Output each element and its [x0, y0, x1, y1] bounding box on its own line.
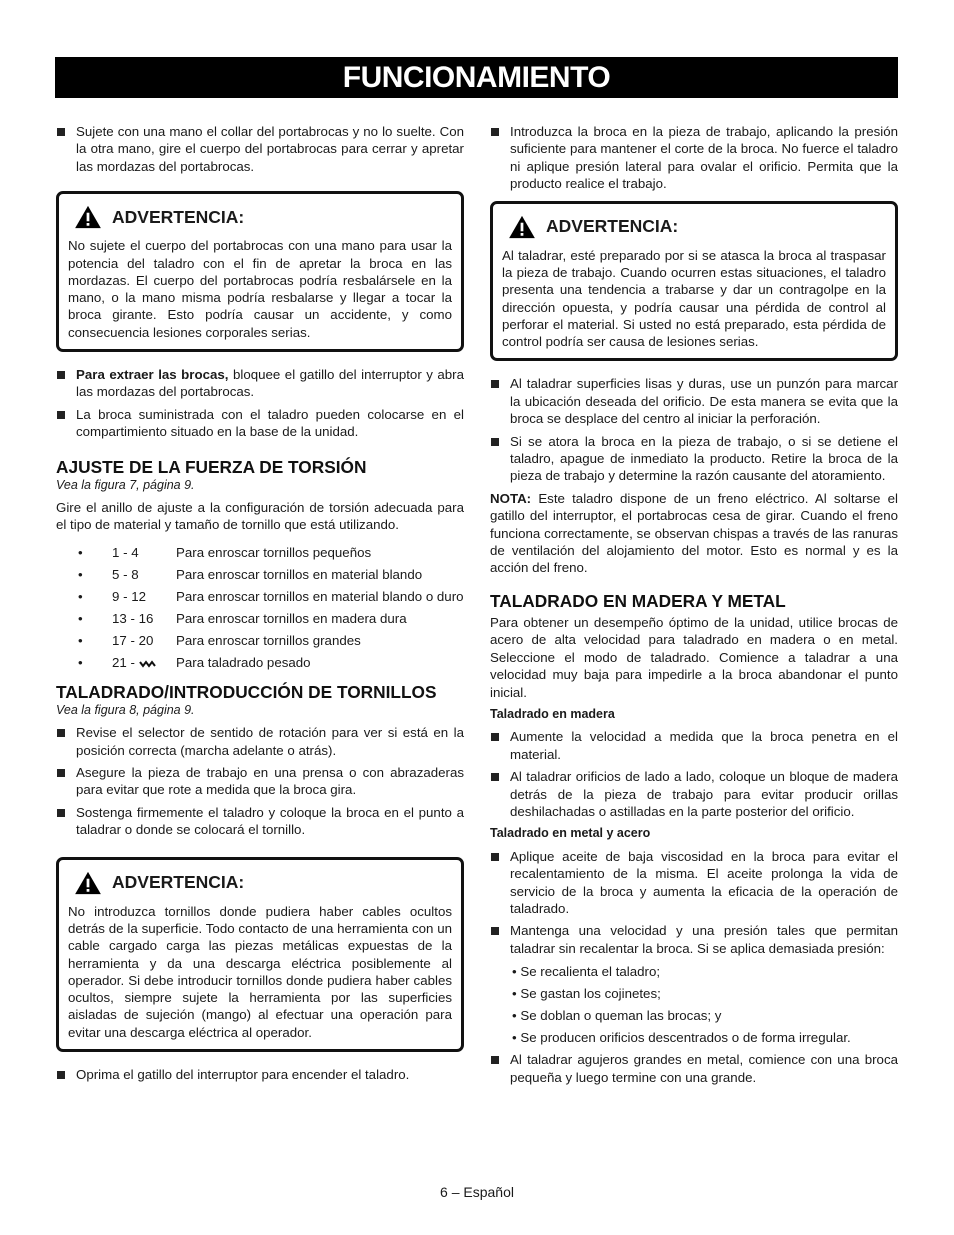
torque-item: • 17 - 20 Para enroscar tornillos grandes: [78, 633, 361, 649]
section-title-banner: FUNCIONAMIENTO: [55, 57, 898, 98]
torque-item: • 9 - 12 Para enroscar tornillos en material blando o duro: [78, 589, 464, 605]
wood-metal-intro: Para obtener un desempeño óptimo de la unidad, utilice brocas de acero de alta velocidad para taladrado en madera o en metal. Seleccione el modo de taladrado. Comience a taladrar a una velocidad muy baja para impedirle a la broca abandonar el punto inicial.: [490, 614, 898, 700]
warning-title: ADVERTENCIA:: [546, 215, 679, 236]
figure-reference: Vea la figura 8, página 9.: [56, 702, 195, 717]
section-heading-torque: AJUSTE DE LA FUERZA DE TORSIÓN: [56, 456, 367, 477]
list-item: Al taladrar orificios de lado a lado, coloque un bloque de madera detrás de la pieza de trabajo para evitar producir orillas deshilachadas o astilladas en la parte posterior del orificio.: [490, 768, 898, 820]
pressure-effects-list: [490, 961, 898, 1049]
warning-box: [56, 191, 464, 352]
warning-triangle-icon: [72, 205, 104, 229]
torque-item: • 13 - 16 Para enroscar tornillos en madera dura: [78, 611, 407, 627]
list-item: Oprima el gatillo del interruptor para encender el taladro.: [56, 1066, 464, 1083]
note-label: NOTA:: [490, 490, 532, 506]
list-item: • Se gastan los cojinetes;: [512, 986, 661, 1002]
list-item: Mantenga una velocidad y una presión tales que permitan taladrar sin recalentar la broca. Si se aplica demasiada presión:: [490, 922, 898, 957]
list-item: Asegure la pieza de trabajo en una prensa o con abrazaderas para evitar que rote a medida que la broca gira.: [56, 764, 464, 799]
warning-text: Al taladrar, esté preparado por si se atasca la broca al traspasar la pieza de trabajo. Cuando ocurren estas situaciones, el taladro presenta una tendencia a trabarse y dar un contragolpe en la dirección opuesta, y podría causar una pérdida de control al perforar el material. Si usted no está preparado, esta pérdida de control podría ser causa de lesiones serias.: [502, 247, 886, 350]
subheading-metal: Taladrado en metal y acero: [490, 826, 651, 841]
list-item: Sujete con una mano el collar del portabrocas y no lo suelte. Con la otra mano, gire el cuerpo del portabrocas para cerrar y apretar las mordazas del portabrocas.: [56, 123, 464, 175]
drill-mode-icon: [139, 660, 157, 668]
warning-box: [56, 857, 464, 1052]
subheading-wood: Taladrado en madera: [490, 706, 615, 721]
torque-item: • 1 - 4 Para enroscar tornillos pequeños: [78, 545, 372, 561]
torque-item: • 21 - Para taladrado pesado: [78, 655, 311, 671]
list-item: Si se atora la broca en la pieza de trabajo, o si se detiene el taladro, apague de inmediato la producto. Retire la broca de la pieza de trabajo y determine la razón causante del atoramiento.: [490, 433, 898, 485]
warning-box: [490, 201, 898, 362]
warning-triangle-icon: [506, 215, 538, 239]
warning-text: No sujete el cuerpo del portabrocas con una mano para usar la potencia del taladro con el fin de apretar la broca en las mordazas. El cuerpo del portabrocas podría resbalársele en la mano, o la mano misma podría resbalarse y llegar a tocar la broca girante. Esto podría causar un accidente, y como consecuencia lesiones corporales serias.: [68, 238, 452, 340]
torque-intro: Gire el anillo de ajuste a la configuración de torsión adecuada para el tipo de material y tamaño de tornillo que está utilizando.: [56, 500, 464, 533]
list-item: • Se producen orificios descentrados o de forma irregular.: [512, 1030, 851, 1046]
figure-reference: Vea la figura 7, página 9.: [56, 477, 195, 492]
warning-title: ADVERTENCIA:: [112, 206, 245, 227]
list-item: • Se doblan o queman las brocas; y: [512, 1008, 722, 1024]
note-paragraph: [490, 490, 898, 577]
list-item: Aplique aceite de baja viscosidad en la broca para evitar el recalentamiento de la misma. El aceite prolonga la vida de servicio de la broca y aumenta la eficacia de la operación de taladrado.: [490, 848, 898, 918]
warning-header: [68, 205, 452, 229]
warning-title: ADVERTENCIA:: [112, 871, 245, 892]
left-column: [56, 123, 464, 1088]
torque-list: [56, 542, 464, 674]
list-item: Al taladrar superficies lisas y duras, use un punzón para marcar la ubicación deseada del orificio. De esta manera se evita que la broca se desplace del centro al iniciar la perforación.: [490, 375, 898, 427]
right-column: [490, 123, 898, 1091]
extract-bold-label: Para extraer las brocas,: [76, 367, 229, 382]
list-item: La broca suministrada con el taladro pueden colocarse en el compartimiento situado en la base de la unidad.: [56, 406, 464, 441]
list-item: Sostenga firmemente el taladro y coloque la broca en el punto a taladrar o donde se colocará el tornillo.: [56, 804, 464, 839]
section-heading-wood-metal: TALADRADO EN MADERA Y METAL: [490, 590, 786, 611]
warning-header: [502, 215, 886, 239]
list-item: [56, 366, 464, 401]
list-item: Al taladrar agujeros grandes en metal, comience con una broca pequeña y luego termine con una grande.: [490, 1051, 898, 1086]
page-footer: 6 – Español: [440, 1184, 514, 1200]
list-item: Aumente la velocidad a medida que la broca penetra en el material.: [490, 728, 898, 763]
list-item: Revise el selector de sentido de rotación para ver si está en la posición correcta (marcha adelante o atrás).: [56, 724, 464, 759]
warning-header: [68, 871, 452, 895]
list-item: • Se recalienta el taladro;: [512, 964, 661, 980]
note-text: Este taladro dispone de un freno eléctrico. Al soltarse el gatillo del interruptor, el portabrocas cesa de girar. Cuando el freno funciona correctamente, se observan chispas a través de las ranuras de ventilación del alojamiento del motor. Esto es normal y es la acción del freno.: [490, 490, 898, 576]
warning-text: No introduzca tornillos donde pudiera haber cables ocultos detrás de la superficie. Todo contacto de una herramienta con un cable cargado carga las piezas metálicas expuestas de la herramienta y da una descarga eléctrica posiblemente al operador. Si debe introducir tornillos donde pudiera haber cables ocultos, siempre sujete la herramienta por las superficies aisladas de sujeción (mango) al efectuar una operación para evitar una descarga eléctrica al operador.: [68, 903, 452, 1040]
warning-triangle-icon: [72, 871, 104, 895]
torque-item: • 5 - 8 Para enroscar tornillos en material blando: [78, 567, 423, 583]
section-heading-screws: TALADRADO/INTRODUCCIÓN DE TORNILLOS: [56, 681, 437, 702]
extract-text: bloquee el gatillo del interruptor y abra las mordazas del portabrocas.: [76, 367, 465, 400]
list-item: Introduzca la broca en la pieza de trabajo, aplicando la presión suficiente para mantener el corte de la broca. No fuerce el taladro ni aplique presión lateral para ovalar el orificio. Permita que la producto realice el trabajo.: [490, 123, 898, 193]
